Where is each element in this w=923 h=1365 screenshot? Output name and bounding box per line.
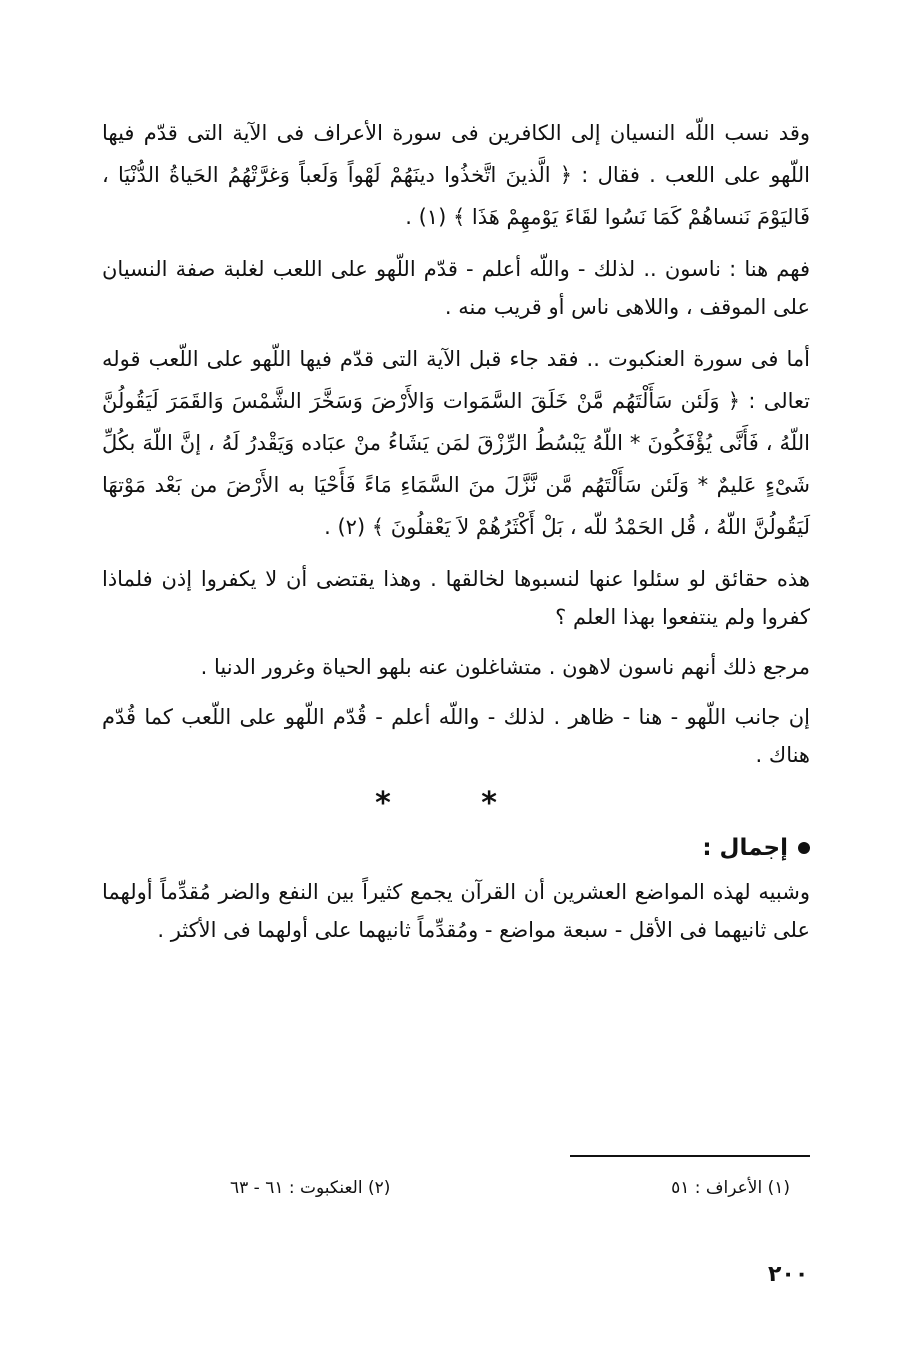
main-text <box>102 112 810 961</box>
paragraph-5: مرجع ذلك أنهم ناسون لاهون . متشاغلون عنه بلهو الحياة وغرور الدنيا . <box>200 655 810 679</box>
paragraph-6: إن جانب اللّهو - هنا - ظاهر . لذلك - واللّه أعلم - قُدّم اللّهو على اللّعب كما قُدّم هناك . <box>102 705 810 767</box>
page-number: ٢٠٠ <box>768 1262 809 1287</box>
summary-paragraph: وشبيه لهذه المواضع العشرين أن القرآن يجمع كثيراً بين النفع والضر مُقدِّماً أولهما على ثانيهما فى الأقل - سبعة مواضع - ومُقدِّماً ثانيهما على أولهما فى الأكثر . <box>102 880 810 942</box>
footnote-divider <box>570 1155 810 1157</box>
footnote-2: (٢) العنكبوت : ٦١ - ٦٣ <box>230 1178 391 1198</box>
paragraph-1: وقد نسب اللّه النسيان إلى الكافرين فى سورة الأعراف فى الآية التى قدّم فيها اللّهو على اللعب . فقال : ﴿ الَّذينَ اتَّخذُوا دينَهُمْ لَهْواً وَلَعباً وَغرَّتْهُمُ الحَياةُ الدُّنْيَا ، فَاليَوْمَ نَنساهُمْ كَمَا نَسُوا لقَاءَ يَوْمهِمْ هَذَا ﴾ (١) . <box>102 121 810 229</box>
paragraph-3: أما فى سورة العنكبوت .. فقد جاء قبل الآية التى قدّم فيها اللّهو على اللّعب قوله تعالى : ﴿ وَلَئن سَأَلْتَهُم مَّنْ خَلَقَ السَّمَوات وَالأَرْضَ وَسَخَّرَ الشَّمْسَ وَالقَمَرَ لَيَقُولُنَّ اللّهُ ، فَأَنَّى يُؤْفَكُونَ * اللّهُ يَبْسُطُ الرِّزْقَ لمَن يَشَاءُ منْ عبَاده وَيَقْدرُ لَهُ ، إنَّ اللّهَ بكُلِّ شَىْءٍ عَليمٌ * وَلَئن سَأَلْتَهُم مَّن نَّزَّلَ منَ السَّمَاءِ مَاءً فَأَحْيَا به الأَرْضَ من بَعْد مَوْتهَا لَيَقُولُنَّ اللّهُ ، قُل الحَمْدُ للّه ، بَلْ أَكْثَرُهُمْ لاَ يَعْقلُونَ ﴾ (٢) . <box>102 347 810 539</box>
footnote-1: (١) الأعراف : ٥١ <box>671 1178 790 1198</box>
footnotes <box>230 1178 790 1198</box>
section-heading-label: إجمال : <box>702 835 788 861</box>
section-heading <box>102 835 810 861</box>
section-separator: * * <box>375 786 537 821</box>
paragraph-2: فهم هنا : ناسون .. لذلك - واللّه أعلم - قدّم اللّهو على اللعب لغلبة صفة النسيان على الموقف ، واللاهى ناس أو قريب منه . <box>102 257 810 319</box>
bullet-icon <box>798 842 810 854</box>
paragraph-4: هذه حقائق لو سئلوا عنها لنسبوها لخالقها . وهذا يقتضى أن لا يكفروا إذن فلماذا كفروا ولم ينتفعوا بهذا العلم ؟ <box>102 567 810 629</box>
